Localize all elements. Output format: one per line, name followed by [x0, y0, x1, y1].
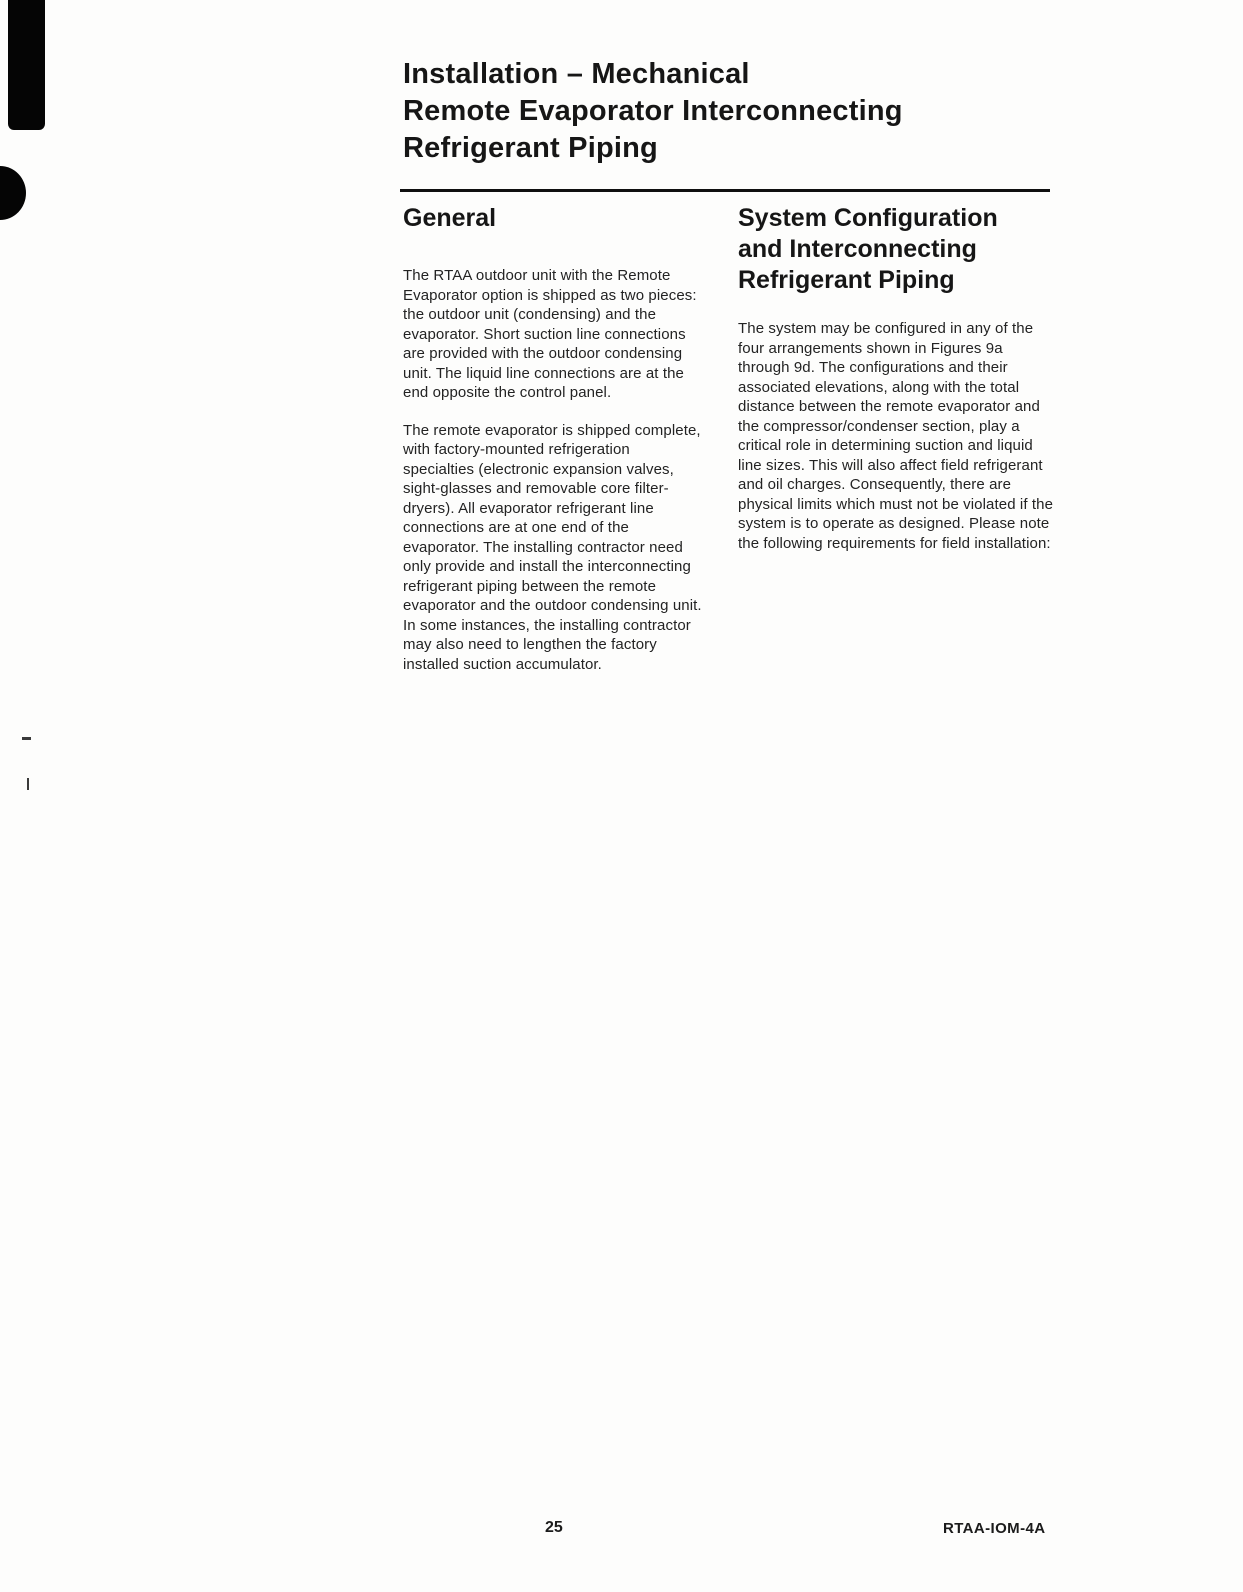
title-line-2: Remote Evaporator Interconnecting [403, 95, 903, 127]
title-line-3: Refrigerant Piping [403, 132, 658, 164]
page-number: 25 [545, 1519, 563, 1536]
document-title [403, 56, 903, 167]
general-heading: General [403, 204, 497, 232]
title-line-1: Installation – Mechanical [403, 58, 750, 90]
system-configuration-heading-line-3: Refrigerant Piping [738, 266, 955, 294]
system-configuration-heading-line-2: and Interconnecting [738, 235, 977, 263]
scan-artifact-dash [22, 737, 31, 740]
general-paragraph-2: The remote evaporator is shipped complete, with factory-mounted refrigeration specialties (electronic expansion valves, sight-glasses and removable core filter-dryers). All evaporator refrigerant line connections are at one end of the evaporator. The installing contractor need only provide and install the interconnecting refrigerant piping between the remote evaporator and the outdoor condensing unit. In some instances, the installing contractor may also need to lengthen the factory installed suction accumulator. [403, 421, 702, 673]
scan-artifact-top-bar [8, 0, 45, 130]
general-section [403, 203, 705, 674]
document-code: RTAA-IOM-4A [943, 1520, 1046, 1537]
general-paragraph-1: The RTAA outdoor unit with the Remote Evaporator option is shipped as two pieces: the outdoor unit (condensing) and the evaporator. Short suction line connections are provided with the outdoor condensing unit. The liquid line connections are at the end opposite the control panel. [403, 267, 697, 401]
scan-artifact-crescent [0, 166, 26, 220]
system-configuration-paragraph-1: The system may be configured in any of the four arrangements shown in Figures 9a through 9d. The configurations and their associated elevations, along with the total distance between the remote evaporator and the compressor/condenser section, play a critical role in determining suction and liquid line sizes. This will also affect field refrigerant and oil charges. Consequently, there are physical limits which must not be violated if the system is to operate as designed. Please note the following requirements for field installation: [738, 320, 1054, 552]
scan-artifact-tick [27, 778, 29, 790]
system-configuration-heading [738, 203, 1054, 296]
system-configuration-heading-line-1: System Configuration [738, 204, 998, 232]
system-configuration-section [738, 203, 1054, 553]
title-divider [400, 189, 1050, 192]
